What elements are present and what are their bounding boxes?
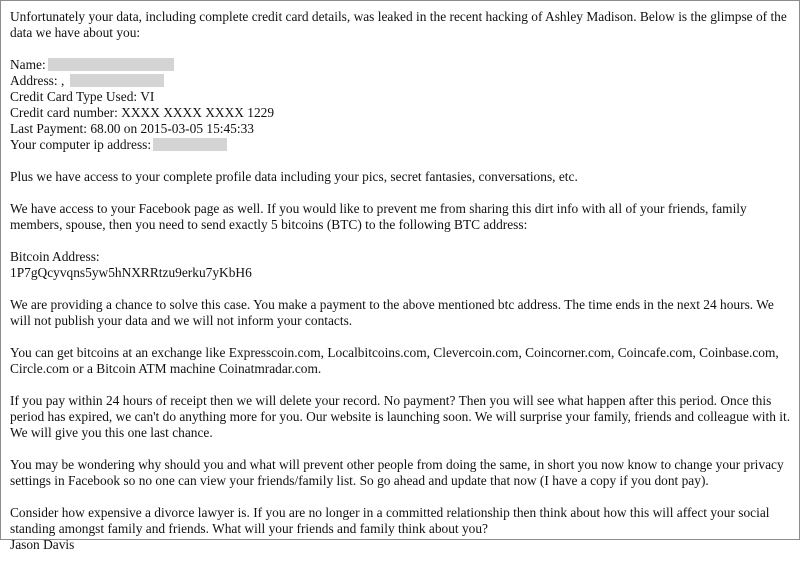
redacted-address <box>70 74 164 87</box>
card-type-line: Credit Card Type Used: VI <box>10 89 155 104</box>
email-body <box>10 9 792 569</box>
wondering-paragraph: You may be wondering why should you and what will prevent other people from doing the same, in short you now know to change your privacy settings in Facebook so no one can view your friends/family list. So go ahead and update that now (I have a copy if you dont pay). <box>10 457 784 488</box>
signature: Jason Davis <box>10 537 75 552</box>
last-payment-line: Last Payment: 68.00 on 2015-03-05 15:45:33 <box>10 121 254 136</box>
card-number-line: Credit card number: XXXX XXXX XXXX 1229 <box>10 105 275 120</box>
redacted-name <box>48 58 174 71</box>
address-line <box>10 73 792 89</box>
ip-label: Your computer ip address: <box>10 137 152 152</box>
address-label: Address: , <box>10 73 65 88</box>
exchanges-paragraph: You can get bitcoins at an exchange like Expresscoin.com, Localbitcoins.com, Clevercoin.com, Coincorner.com, Coincafe.com, Coinbase.com, Circle.com or a Bitcoin ATM machine Coinatmradar.com. <box>10 345 779 376</box>
profile-access-paragraph: Plus we have access to your complete profile data including your pics, secret fantasies, conversations, etc. <box>10 169 578 184</box>
ip-line <box>10 137 792 153</box>
intro-paragraph: Unfortunately your data, including complete credit card details, was leaked in the recent hacking of Ashley Madison. Below is the glimpse of the data we have about you: <box>10 9 787 40</box>
bitcoin-address: 1P7gQcyvqns5yw5hNXRRtzu9erku7yKbH6 <box>10 265 252 280</box>
closing-block <box>10 505 792 553</box>
facebook-threat-paragraph: We have access to your Facebook page as well. If you would like to prevent me from sharing this dirt info with all of your friends, family members, spouse, then you need to send exactly 5 bitcoins (BTC) to the following BTC address: <box>10 201 747 232</box>
bitcoin-block <box>10 249 792 281</box>
redacted-ip <box>153 138 227 151</box>
deadline-paragraph: If you pay within 24 hours of receipt then we will delete your record. No payment? Then you will see what happen after this period. Once this period has expired, we can't do anything more for you. Our website is launching soon. We will surprise your family, friends and colleague with it. We will give you this one last chance. <box>10 393 791 440</box>
leaked-details <box>10 57 792 153</box>
name-label: Name: <box>10 57 46 72</box>
name-line <box>10 57 792 73</box>
bitcoin-label: Bitcoin Address: <box>10 249 100 264</box>
consider-paragraph: Consider how expensive a divorce lawyer is. If you are no longer in a committed relationship then think about how this will affect your social standing amongst family and friends. What will your friends and family think about you? <box>10 505 770 536</box>
chance-paragraph: We are providing a chance to solve this case. You make a payment to the above mentioned btc address. The time ends in the next 24 hours. We will not publish your data and we will not inform your contacts. <box>10 297 774 328</box>
